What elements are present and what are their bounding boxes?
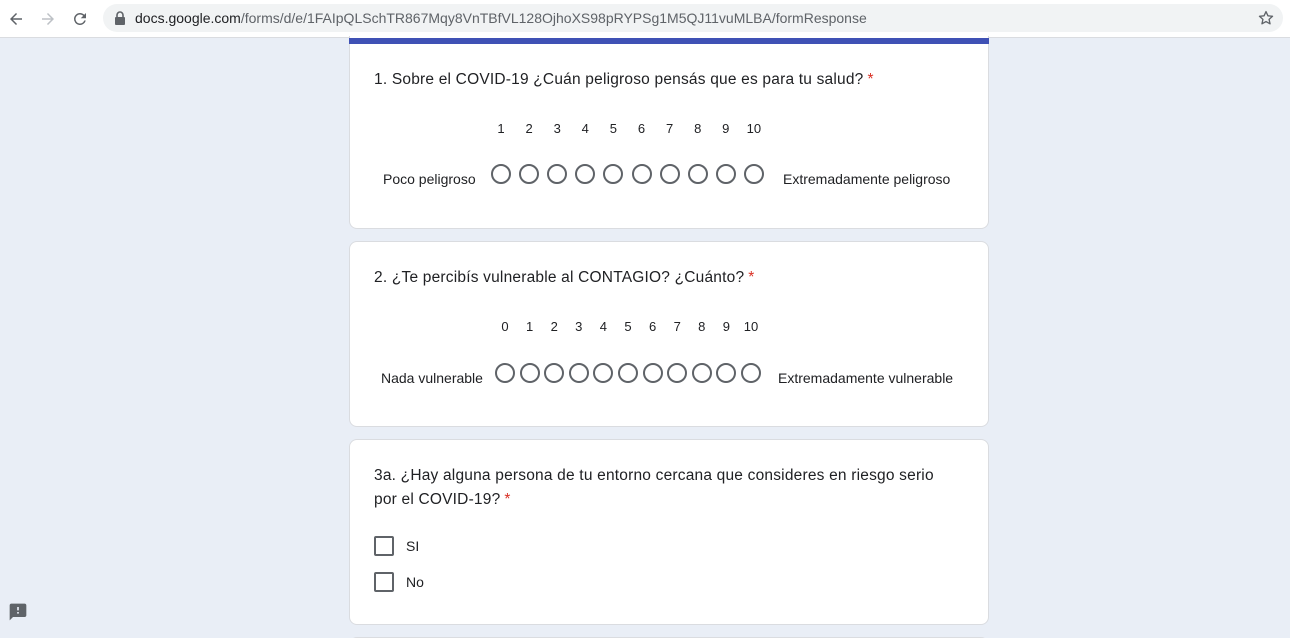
scale-number: 2 xyxy=(525,121,533,136)
back-arrow-icon[interactable] xyxy=(4,7,28,31)
scale-radio-10[interactable] xyxy=(744,164,764,184)
scale-number: 8 xyxy=(694,121,702,136)
feedback-icon[interactable] xyxy=(8,602,28,622)
scale-radio-3[interactable] xyxy=(547,164,567,184)
forward-arrow-icon[interactable] xyxy=(36,7,60,31)
question-card-2 xyxy=(349,241,989,427)
scale-number: 7 xyxy=(673,319,681,334)
url-text xyxy=(135,10,867,26)
star-icon[interactable] xyxy=(1257,9,1275,27)
scale-number: 5 xyxy=(609,121,617,136)
question-title-text: 1. Sobre el COVID-19 ¿Cuán peligroso pensás que es para tu salud? xyxy=(374,71,864,88)
scale-radio-9[interactable] xyxy=(716,164,736,184)
scale-number: 7 xyxy=(665,121,674,136)
question-card-1 xyxy=(349,36,989,229)
address-bar[interactable] xyxy=(103,4,1283,32)
scale-number: 8 xyxy=(698,319,706,334)
scale-radio-0[interactable] xyxy=(495,363,515,383)
scale-radio-8[interactable] xyxy=(688,164,708,184)
scale-radio-9[interactable] xyxy=(716,363,736,383)
lock-icon xyxy=(114,11,126,25)
question-title xyxy=(374,68,874,92)
scale-radio-4[interactable] xyxy=(575,164,595,184)
question-title-line-2: por el COVID-19? xyxy=(374,491,501,508)
question-card-3 xyxy=(349,439,989,625)
scale-number: 10 xyxy=(743,319,759,334)
scale-radio-2[interactable] xyxy=(544,363,564,383)
scale-radio-7[interactable] xyxy=(667,363,687,383)
required-asterisk: * xyxy=(748,269,755,286)
checkbox-option-no[interactable] xyxy=(374,572,424,592)
scale-low-label: Nada vulnerable xyxy=(381,370,483,386)
scale-number: 10 xyxy=(746,121,762,136)
scale-number: 4 xyxy=(581,121,589,136)
scale-radio-1[interactable] xyxy=(491,164,511,184)
checkbox-label: No xyxy=(406,574,424,590)
scale-radio-1[interactable] xyxy=(520,363,540,383)
url-path: /forms/d/e/1FAIpQLSchTR867Mqy8VnTBfVL128OjhoXS98pRYPSg1M5QJ11vuMLBA/formResponse xyxy=(240,10,867,26)
checkbox[interactable] xyxy=(374,572,394,592)
scale-radio-5[interactable] xyxy=(603,164,623,184)
url-host: docs.google.com xyxy=(135,10,241,26)
reload-icon[interactable] xyxy=(68,7,92,31)
scale-number: 1 xyxy=(497,121,505,136)
scale-radio-6[interactable] xyxy=(632,164,652,184)
scale-radio-7[interactable] xyxy=(660,164,680,184)
required-asterisk: * xyxy=(504,491,511,508)
question-title-line-1: 3a. ¿Hay alguna persona de tu entorno cercana que consideres en riesgo serio xyxy=(374,467,934,484)
scale-number: 9 xyxy=(722,319,730,334)
question-title xyxy=(374,464,934,512)
scale-radio-8[interactable] xyxy=(692,363,712,383)
scale-high-label: Extremadamente vulnerable xyxy=(778,370,954,386)
checkbox[interactable] xyxy=(374,536,394,556)
form-accent-bar xyxy=(349,38,989,44)
checkbox-option-si[interactable] xyxy=(374,536,419,556)
question-title xyxy=(374,266,755,290)
scale-number: 4 xyxy=(599,319,607,334)
question-title-text: 2. ¿Te percibís vulnerable al CONTAGIO? ¿Cuánto? xyxy=(374,269,745,286)
scale-radio-4[interactable] xyxy=(593,363,613,383)
scale-number: 3 xyxy=(575,319,583,334)
scale-number: 1 xyxy=(525,319,534,334)
scale-number: 0 xyxy=(501,319,509,334)
checkbox-label: SI xyxy=(406,538,420,554)
browser-toolbar xyxy=(0,0,1290,38)
scale-low-label: Poco peligroso xyxy=(383,171,476,187)
scale-radio-6[interactable] xyxy=(643,363,663,383)
scale-number: 6 xyxy=(637,121,646,136)
scale-radio-2[interactable] xyxy=(519,164,539,184)
scale-number: 6 xyxy=(648,319,657,334)
required-asterisk: * xyxy=(867,71,874,88)
scale-number: 5 xyxy=(624,319,632,334)
scale-radio-3[interactable] xyxy=(569,363,589,383)
scale-number: 2 xyxy=(550,319,558,334)
scale-number: 9 xyxy=(722,121,730,136)
scale-radio-10[interactable] xyxy=(741,363,761,383)
scale-radio-5[interactable] xyxy=(618,363,638,383)
scale-number: 3 xyxy=(553,121,561,136)
scale-high-label: Extremadamente peligroso xyxy=(783,171,951,187)
